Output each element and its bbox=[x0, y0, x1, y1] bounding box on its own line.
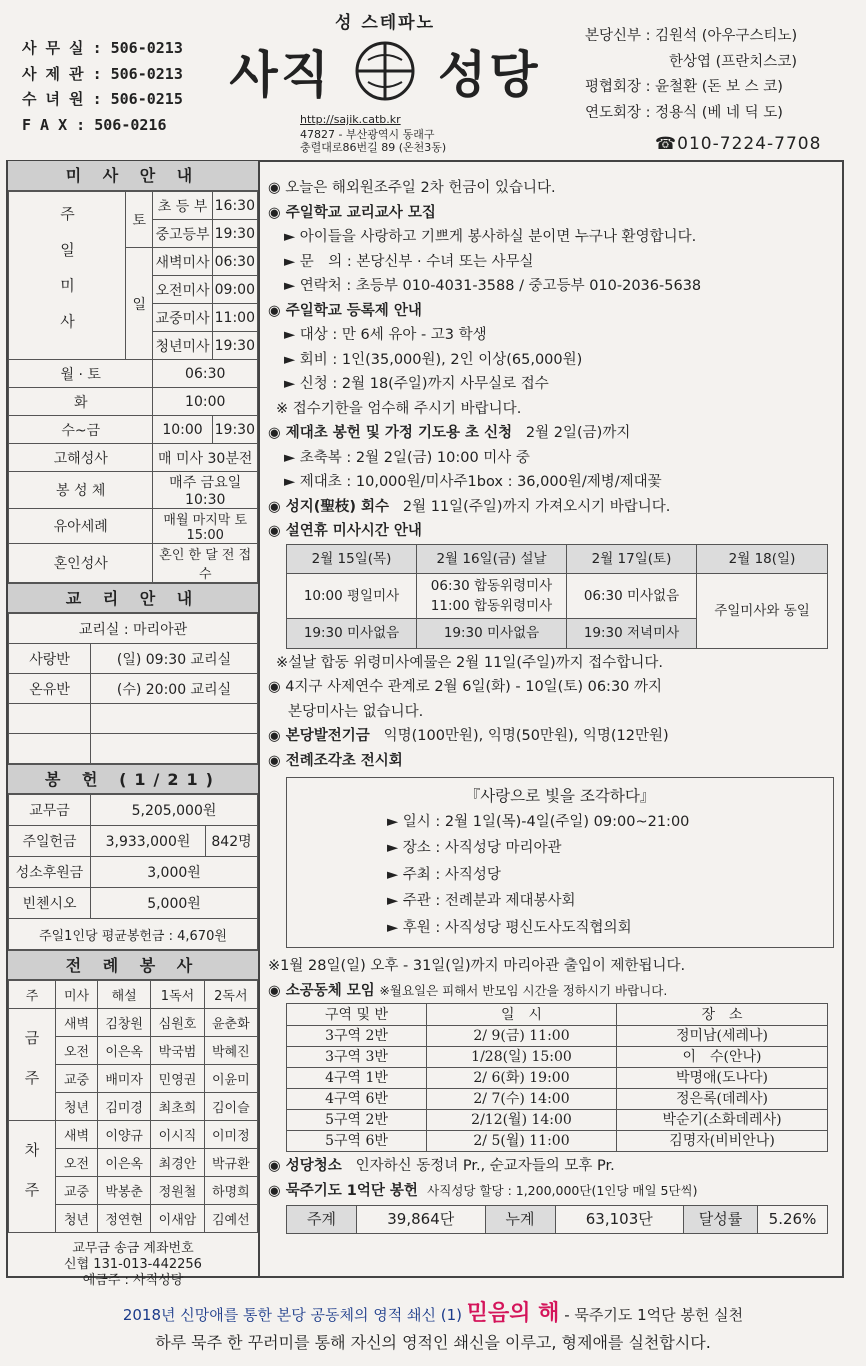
slogan-part-1: 2018년 신망애를 통한 본당 공동체의 영적 쇄신 (1) bbox=[122, 1306, 462, 1324]
commentator: 이은옥 bbox=[98, 1037, 151, 1065]
notice-text: 2월 11일(주일)까지 가져오시기 바랍니다. bbox=[402, 498, 671, 515]
address bbox=[300, 128, 446, 154]
mass-name: 교중미사 bbox=[153, 304, 212, 332]
holiday-cell: 19:30 저녁미사 bbox=[567, 619, 697, 649]
mass-slot: 오전 bbox=[56, 1037, 98, 1065]
reader-2: 박규환 bbox=[204, 1149, 257, 1177]
table-row bbox=[9, 388, 258, 416]
contact-fax: F A X : 506-0216 bbox=[22, 115, 167, 134]
table-row bbox=[287, 1131, 828, 1152]
sacrament-label: 고해성사 bbox=[9, 444, 153, 472]
notice-line: ► 문 의 : 본당신부 · 수녀 또는 사무실 bbox=[284, 253, 534, 270]
table-row bbox=[287, 1206, 828, 1234]
commentator: 김창원 bbox=[98, 1009, 151, 1037]
account-holder: 예금주 : 사직성당 bbox=[82, 1273, 184, 1288]
exhibition-details bbox=[287, 809, 833, 942]
notice-heading: ◉ 소공동체 모임 bbox=[268, 982, 375, 999]
phone-number: ☎010-7224-7708 bbox=[655, 134, 822, 154]
notice-heading: ◉ 성당청소 bbox=[268, 1158, 342, 1174]
notice-line: ► 연락처 : 초등부 010-4031-3588 / 중고등부 010-2036-5638 bbox=[284, 278, 702, 294]
mass-slot: 새벽 bbox=[56, 1009, 98, 1037]
mass-time: 11:00 bbox=[212, 304, 257, 332]
reader-2: 이윤미 bbox=[204, 1065, 257, 1093]
group-area: 3구역 2반 bbox=[287, 1026, 427, 1047]
sacrament-info: 매주 금요일 10:30 bbox=[153, 472, 258, 509]
reader-2: 이미정 bbox=[204, 1121, 257, 1149]
weekday-label: 수~금 bbox=[9, 416, 153, 444]
sacrament-label: 유아세례 bbox=[9, 509, 153, 544]
reader-2: 윤춘화 bbox=[204, 1009, 257, 1037]
contact-office: 사 무 실 : 506-0213 bbox=[22, 39, 183, 57]
notice-heading: ◉ 성지(聖枝) 회수 bbox=[268, 498, 390, 515]
staff-assistant: 한상엽 (프란치스코) bbox=[669, 53, 797, 70]
notice-candles bbox=[268, 421, 840, 446]
rosary-value: 39,864단 bbox=[357, 1206, 486, 1234]
notice-line: ► 신청 : 2월 18(주일)까지 사무실로 접수 bbox=[284, 376, 549, 392]
mass-slot: 청년 bbox=[56, 1205, 98, 1233]
notice-line: ► 대상 : 만 6세 유아 - 고3 학생 bbox=[284, 327, 487, 343]
table-row bbox=[9, 826, 258, 857]
staff-list bbox=[585, 24, 797, 126]
table-row bbox=[9, 444, 258, 472]
table-row bbox=[9, 704, 258, 734]
weekday-time: 19:30 bbox=[212, 416, 257, 444]
empty-cell bbox=[91, 704, 258, 734]
group-time: 2/ 5(월) 11:00 bbox=[427, 1131, 617, 1152]
sacrament-label: 혼인성사 bbox=[9, 544, 153, 583]
reader-1: 최초희 bbox=[151, 1093, 204, 1121]
reader-2: 김예선 bbox=[204, 1205, 257, 1233]
table-row bbox=[9, 544, 258, 583]
notice-heading: ◉ 묵주기도 1억단 봉헌 bbox=[268, 1182, 418, 1199]
class-name: 사랑반 bbox=[9, 644, 91, 674]
commentator: 이은옥 bbox=[98, 1149, 151, 1177]
reader-1: 이새암 bbox=[151, 1205, 204, 1233]
column-header: 장 소 bbox=[617, 1004, 828, 1026]
small-community-table bbox=[286, 1003, 828, 1152]
website-link[interactable]: http://sajik.catb.kr bbox=[300, 113, 401, 126]
holiday-mass-table bbox=[286, 544, 828, 649]
offering-amount: 3,000원 bbox=[91, 857, 258, 888]
offering-table bbox=[8, 794, 258, 950]
sunday-label: 일 bbox=[126, 248, 153, 360]
staff-council: 평협회장 : 윤철환 (돈 보 스 코) bbox=[585, 79, 783, 95]
mass-slot: 새벽 bbox=[56, 1121, 98, 1149]
offering-label: 교무금 bbox=[9, 795, 91, 826]
footer-message: 하루 묵주 한 꾸러미를 통해 자신의 영적인 쇄신을 이루고, 형제애를 실천합시다. bbox=[155, 1333, 711, 1352]
notice-holiday-mass: ◉ 설연휴 미사시간 안내 bbox=[268, 523, 422, 539]
table-row bbox=[9, 1009, 258, 1037]
this-week-label: 금 주 bbox=[9, 1009, 56, 1121]
cross-logo-icon bbox=[354, 40, 416, 102]
notice-line: 본당미사는 없습니다. bbox=[288, 703, 424, 720]
catechism-section-title: 교 리 안 내 bbox=[8, 583, 258, 613]
exhibition-box bbox=[286, 777, 834, 948]
church-title bbox=[215, 35, 555, 107]
table-row bbox=[9, 981, 258, 1009]
group-area: 5구역 6반 bbox=[287, 1131, 427, 1152]
title-right: 성당 bbox=[438, 46, 541, 104]
average-offering: 주일1인당 평균봉헌금 : 4,670원 bbox=[9, 919, 258, 950]
holiday-cell: 06:30 합동위령미사 11:00 합동위령미사 bbox=[417, 574, 567, 619]
table-row bbox=[9, 472, 258, 509]
mass-name: 오전미사 bbox=[153, 276, 212, 304]
table-row bbox=[9, 644, 258, 674]
notice-line: ► 회비 : 1인(35,000원), 2인 이상(65,000원) bbox=[284, 351, 583, 368]
table-row bbox=[9, 360, 258, 388]
table-row bbox=[287, 574, 828, 619]
notice-line: ► 초축복 : 2월 2일(금) 10:00 미사 중 bbox=[284, 449, 530, 466]
slogan-part-2: - 묵주기도 1억단 봉헌 실천 bbox=[564, 1306, 744, 1324]
reader-1: 이시직 bbox=[151, 1121, 204, 1149]
attendance-count: 842명 bbox=[206, 826, 258, 857]
table-row bbox=[9, 734, 258, 764]
column-header: 2월 15일(목) bbox=[287, 544, 417, 574]
sunday-mass-label: 주 일 미 사 bbox=[9, 192, 126, 360]
table-row bbox=[287, 1047, 828, 1068]
reader-1: 민영권 bbox=[151, 1065, 204, 1093]
footer-slogan bbox=[0, 1296, 866, 1327]
mass-slot: 교중 bbox=[56, 1177, 98, 1205]
notice-text: 인자하신 동정녀 Pr., 순교자들의 모후 Pr. bbox=[355, 1158, 615, 1174]
notice-heading: ◉ 제대초 봉헌 및 가정 기도용 초 신청 bbox=[268, 425, 513, 441]
holiday-cell: 19:30 미사없음 bbox=[417, 619, 567, 649]
commentator: 박봉춘 bbox=[98, 1177, 151, 1205]
notice-fund bbox=[268, 724, 840, 749]
column-header: 2월 18(일) bbox=[697, 544, 828, 574]
notice-heading: ◉ 본당발전기금 bbox=[268, 728, 370, 744]
contact-list bbox=[22, 36, 183, 138]
title-left: 사직 bbox=[229, 46, 332, 104]
weekday-label: 화 bbox=[9, 388, 153, 416]
column-header: 주 bbox=[9, 981, 56, 1009]
liturgy-table bbox=[8, 980, 258, 1233]
table-row bbox=[9, 795, 258, 826]
table-row bbox=[9, 1121, 258, 1149]
masthead bbox=[215, 8, 555, 107]
commentator: 김미경 bbox=[98, 1093, 151, 1121]
column-header: 구역 및 반 bbox=[287, 1004, 427, 1026]
staff-pastor: 본당신부 : 김원석 (아우구스티노) bbox=[585, 28, 798, 44]
column-divider bbox=[258, 160, 260, 1278]
contact-rectory: 사 제 관 : 506-0213 bbox=[22, 64, 183, 83]
rosary-label: 주계 bbox=[287, 1206, 357, 1234]
offering-amount: 3,933,000원 bbox=[91, 826, 206, 857]
table-row bbox=[9, 614, 258, 644]
group-time: 2/ 9(금) 11:00 bbox=[427, 1026, 617, 1047]
address-line-1: 47827 - 부산광역시 동래구 bbox=[300, 128, 435, 141]
notice-line: ※1월 28일(일) 오후 - 31일(일)까지 마리아관 출입이 제한됩니다. bbox=[268, 958, 686, 974]
notice-rosary bbox=[268, 1179, 840, 1204]
column-header: 2월 17일(토) bbox=[567, 544, 697, 574]
notice-teacher-recruit: ◉ 주일학교 교리교사 모집 bbox=[268, 204, 436, 221]
mass-slot: 오전 bbox=[56, 1149, 98, 1177]
mass-schedule-table bbox=[8, 191, 258, 583]
exhibition-line: ► 주최 : 사직성당 bbox=[387, 866, 501, 883]
group-place: 김명자(비비안나) bbox=[617, 1131, 828, 1152]
catechism-room: 교리실 : 마리아관 bbox=[9, 614, 258, 644]
commentator: 이양규 bbox=[98, 1121, 151, 1149]
class-time: (일) 09:30 교리실 bbox=[91, 644, 258, 674]
slogan-highlight: 믿음의 해 bbox=[466, 1301, 560, 1326]
notice-small-community bbox=[268, 979, 840, 1004]
mass-name: 초 등 부 bbox=[153, 192, 212, 220]
table-row bbox=[9, 509, 258, 544]
rosary-value: 5.26% bbox=[758, 1206, 828, 1234]
exhibition-line: ► 장소 : 사직성당 마리아관 bbox=[387, 840, 562, 856]
reader-1: 심원호 bbox=[151, 1009, 204, 1037]
table-row bbox=[287, 1110, 828, 1131]
rosary-label: 달성률 bbox=[684, 1206, 758, 1234]
column-header: 1독서 bbox=[151, 981, 204, 1009]
rosary-value: 63,103단 bbox=[555, 1206, 684, 1234]
mass-time: 19:30 bbox=[212, 332, 257, 360]
column-header: 해설 bbox=[98, 981, 151, 1009]
table-row bbox=[9, 192, 258, 220]
notice-exhibition: ◉ 전례조각초 전시회 bbox=[268, 752, 403, 769]
notice-overseas-aid: ◉ 오늘은 해외원조주일 2차 헌금이 있습니다. bbox=[268, 180, 556, 196]
mass-slot: 교중 bbox=[56, 1065, 98, 1093]
notice-text: ※월요일은 피해서 반모임 시간을 정하시기 바랍니다. bbox=[379, 982, 668, 998]
reader-1: 박국범 bbox=[151, 1037, 204, 1065]
sacrament-info: 혼인 한 달 전 접수 bbox=[153, 544, 258, 583]
column-header: 2독서 bbox=[204, 981, 257, 1009]
offering-label: 주일헌금 bbox=[9, 826, 91, 857]
notices bbox=[268, 176, 840, 1234]
exhibition-line: ► 일시 : 2월 1일(목)-4일(주일) 09:00~21:00 bbox=[387, 813, 690, 830]
exhibition-line: ► 후원 : 사직성당 평신도사도직협의회 bbox=[387, 919, 632, 936]
commentator: 정연현 bbox=[98, 1205, 151, 1233]
notice-text: 사직성당 할당 : 1,200,000단(1인당 매일 5단씩) bbox=[427, 1182, 698, 1198]
group-place: 정은록(데레사) bbox=[617, 1089, 828, 1110]
notice-cleaning bbox=[268, 1154, 840, 1179]
reader-1: 최경안 bbox=[151, 1149, 204, 1177]
column-header: 미사 bbox=[56, 981, 98, 1009]
mass-slot: 청년 bbox=[56, 1093, 98, 1121]
saturday-label: 토 bbox=[126, 192, 153, 248]
group-place: 박순기(소화데레사) bbox=[617, 1110, 828, 1131]
group-area: 3구역 3반 bbox=[287, 1047, 427, 1068]
notice-palms bbox=[268, 495, 840, 520]
group-time: 1/28(일) 15:00 bbox=[427, 1047, 617, 1068]
weekday-time: 10:00 bbox=[153, 388, 258, 416]
empty-cell bbox=[9, 734, 91, 764]
group-time: 2/12(월) 14:00 bbox=[427, 1110, 617, 1131]
table-row bbox=[287, 1004, 828, 1026]
exhibition-line: ► 주관 : 전례분과 제대봉사회 bbox=[387, 893, 576, 909]
holiday-cell: 주일미사와 동일 bbox=[697, 574, 828, 649]
reader-1: 정원철 bbox=[151, 1177, 204, 1205]
group-place: 박명애(도나다) bbox=[617, 1068, 828, 1089]
next-week-label: 차 주 bbox=[9, 1121, 56, 1233]
group-place: 정미남(세레나) bbox=[617, 1026, 828, 1047]
mass-time: 16:30 bbox=[212, 192, 257, 220]
mass-name: 새벽미사 bbox=[153, 248, 212, 276]
catechism-table bbox=[8, 613, 258, 764]
offering-amount: 5,000원 bbox=[91, 888, 258, 919]
rosary-table bbox=[286, 1205, 828, 1234]
table-row bbox=[287, 1068, 828, 1089]
mass-name: 중고등부 bbox=[153, 220, 212, 248]
notice-line: ※설날 합동 위령미사예물은 2월 11일(주일)까지 접수합니다. bbox=[276, 654, 663, 671]
exhibition-title: 『사랑으로 빛을 조각하다』 bbox=[464, 787, 656, 805]
offering-amount: 5,205,000원 bbox=[91, 795, 258, 826]
mass-time: 06:30 bbox=[212, 248, 257, 276]
notice-text: 익명(100만원), 익명(50만원), 익명(12만원) bbox=[383, 728, 669, 744]
account-title: 교무금 송금 계좌번호 bbox=[72, 1241, 194, 1256]
group-place: 이 수(안나) bbox=[617, 1047, 828, 1068]
group-time: 2/ 7(수) 14:00 bbox=[427, 1089, 617, 1110]
staff-prayer: 연도회장 : 정용식 (베 네 딕 도) bbox=[585, 104, 783, 121]
group-area: 4구역 1반 bbox=[287, 1068, 427, 1089]
group-area: 4구역 6반 bbox=[287, 1089, 427, 1110]
group-area: 5구역 2반 bbox=[287, 1110, 427, 1131]
column-header: 일 시 bbox=[427, 1004, 617, 1026]
mass-section-title: 미 사 안 내 bbox=[8, 161, 258, 191]
notice-line: ► 제대초 : 10,000원/미사주1box : 36,000원/제병/제대꽃 bbox=[284, 474, 662, 490]
table-row bbox=[287, 1089, 828, 1110]
weekday-label: 월 · 토 bbox=[9, 360, 153, 388]
sacrament-info: 매월 마지막 토 15:00 bbox=[153, 509, 258, 544]
reader-2: 하명희 bbox=[204, 1177, 257, 1205]
mass-time: 19:30 bbox=[212, 220, 257, 248]
table-row bbox=[9, 857, 258, 888]
mass-time: 09:00 bbox=[212, 276, 257, 304]
account-number: 신협 131-013-442256 bbox=[64, 1257, 202, 1272]
empty-cell bbox=[9, 704, 91, 734]
column-header: 2월 16일(금) 설날 bbox=[417, 544, 567, 574]
contact-convent: 수 녀 원 : 506-0215 bbox=[22, 90, 183, 108]
table-row bbox=[287, 544, 828, 574]
group-time: 2/ 6(화) 19:00 bbox=[427, 1068, 617, 1089]
offering-label: 빈첸시오 bbox=[9, 888, 91, 919]
account-info bbox=[8, 1233, 258, 1289]
table-row bbox=[287, 1026, 828, 1047]
table-row bbox=[9, 674, 258, 704]
weekday-time: 06:30 bbox=[153, 360, 258, 388]
commentator: 배미자 bbox=[98, 1065, 151, 1093]
notice-line: ► 아이들을 사랑하고 기쁘게 봉사하실 분이면 누구나 환영합니다. bbox=[284, 229, 697, 245]
reader-2: 김이슬 bbox=[204, 1093, 257, 1121]
mass-name: 청년미사 bbox=[153, 332, 212, 360]
table-row bbox=[9, 919, 258, 950]
table-row bbox=[9, 888, 258, 919]
sidebar bbox=[8, 161, 258, 1289]
notice-line: ※ 접수기한을 엄수해 주시기 바랍니다. bbox=[276, 400, 522, 417]
table-row bbox=[9, 416, 258, 444]
notice-priest-training: ◉ 4지구 사제연수 관계로 2월 6일(화) - 10일(토) 06:30 까지 bbox=[268, 679, 663, 695]
sacrament-info: 매 미사 30분전 bbox=[153, 444, 258, 472]
class-name: 온유반 bbox=[9, 674, 91, 704]
rosary-label: 누계 bbox=[485, 1206, 555, 1234]
holiday-cell: 19:30 미사없음 bbox=[287, 619, 417, 649]
patron-saint: 성 스테파노 bbox=[334, 13, 436, 33]
empty-cell bbox=[91, 734, 258, 764]
reader-2: 박혜진 bbox=[204, 1037, 257, 1065]
offering-label: 성소후원금 bbox=[9, 857, 91, 888]
notice-date: 2월 2일(금)까지 bbox=[525, 425, 631, 441]
offering-section-title: 봉 헌 (1/21) bbox=[8, 764, 258, 794]
holiday-cell: 10:00 평일미사 bbox=[287, 574, 417, 619]
address-line-2: 충렬대로86번길 89 (온천3동) bbox=[300, 141, 447, 154]
holiday-cell: 06:30 미사없음 bbox=[567, 574, 697, 619]
notice-registration: ◉ 주일학교 등록제 안내 bbox=[268, 302, 422, 319]
class-time: (수) 20:00 교리실 bbox=[91, 674, 258, 704]
weekday-time: 10:00 bbox=[153, 416, 212, 444]
liturgy-section-title: 전 례 봉 사 bbox=[8, 950, 258, 980]
sacrament-label: 봉 성 체 bbox=[9, 472, 153, 509]
